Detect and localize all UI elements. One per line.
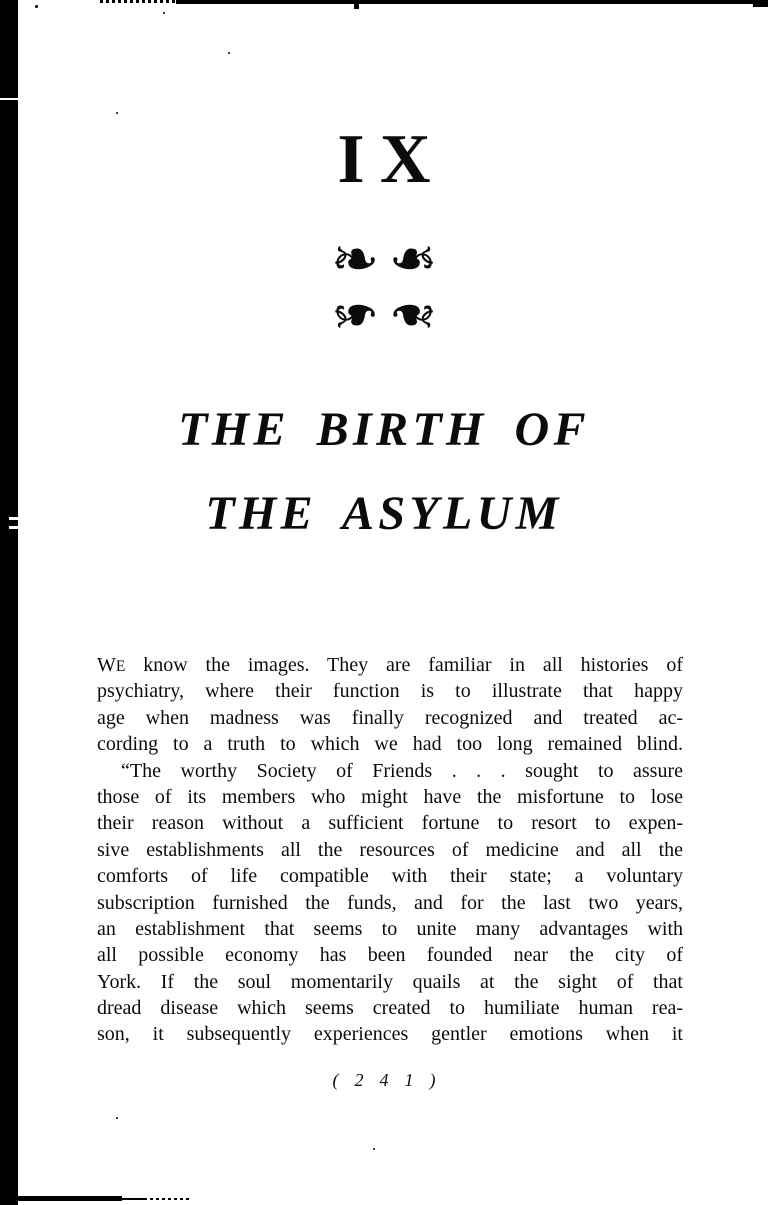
text-line: son, it subsequently experiences gentler emotions when it xyxy=(97,1023,683,1046)
lead-capital: W xyxy=(97,654,116,676)
text-line: their reason without a sufficient fortune to resort to expen- xyxy=(97,812,683,835)
scan-artifact-speck xyxy=(228,52,230,54)
scan-artifact-left-bar-gap xyxy=(0,98,18,100)
scan-artifact-speck xyxy=(116,1117,118,1119)
scan-artifact-speck xyxy=(35,5,38,8)
scan-artifact-top-tick xyxy=(354,3,359,9)
text-line: cording to a truth to which we had too long remained blind. xyxy=(97,733,683,756)
lead-smallcap: E xyxy=(115,658,126,675)
chapter-title xyxy=(0,388,768,556)
text-line-rest: know the images. They are familiar in all histories of xyxy=(125,654,683,676)
text-line: subscription furnished the funds, and for the last two years, xyxy=(97,891,683,914)
scan-artifact-bottom-line xyxy=(10,1196,122,1201)
text-line: “The worthy Society of Friends . . . sought to assure xyxy=(121,759,683,782)
scan-artifact-speck xyxy=(116,112,118,114)
scan-artifact-top-line xyxy=(176,0,768,4)
scan-artifact-bottom-dotted-line xyxy=(144,1198,192,1200)
fleuron-icon: ❧ xyxy=(388,225,438,293)
text-line: sive establishments all the resources of medicine and all the xyxy=(97,838,683,861)
fleuron-icon: ❧ xyxy=(388,281,438,349)
fleuron-ornament xyxy=(326,225,442,349)
text-line: all possible economy has been founded near the city of xyxy=(97,944,683,967)
text-line xyxy=(97,652,683,678)
text-line: psychiatry, where their function is to illustrate that happy xyxy=(97,680,683,703)
text-line: age when madness was finally recognized and treated ac- xyxy=(97,706,683,729)
scan-artifact-speck xyxy=(163,12,165,14)
text-line: comforts of life compatible with their state; a voluntary xyxy=(97,865,683,888)
scan-artifact-top-dotted-line xyxy=(100,0,178,3)
text-line: an establishment that seems to unite many advantages with xyxy=(97,917,683,940)
fleuron-icon: ❧ xyxy=(330,225,380,293)
text-line: those of its members who might have the misfortune to lose xyxy=(97,785,683,808)
scan-artifact-speck xyxy=(373,1148,375,1150)
page-number: ( 2 4 1 ) xyxy=(332,1070,442,1090)
fleuron-icon: ❧ xyxy=(330,281,380,349)
chapter-number: IX xyxy=(337,121,446,198)
scan-artifact-top-right-nub xyxy=(753,0,768,7)
text-line: York. If the soul momentarily quails at the sight of that xyxy=(97,970,683,993)
chapter-title-line2: THE ASYLUM xyxy=(205,487,563,540)
body-text xyxy=(97,652,683,1048)
text-line: dread disease which seems created to humiliate human rea- xyxy=(97,997,683,1020)
scan-artifact-bottom-line-thin xyxy=(122,1198,144,1200)
chapter-title-line1: THE BIRTH OF xyxy=(178,403,590,456)
